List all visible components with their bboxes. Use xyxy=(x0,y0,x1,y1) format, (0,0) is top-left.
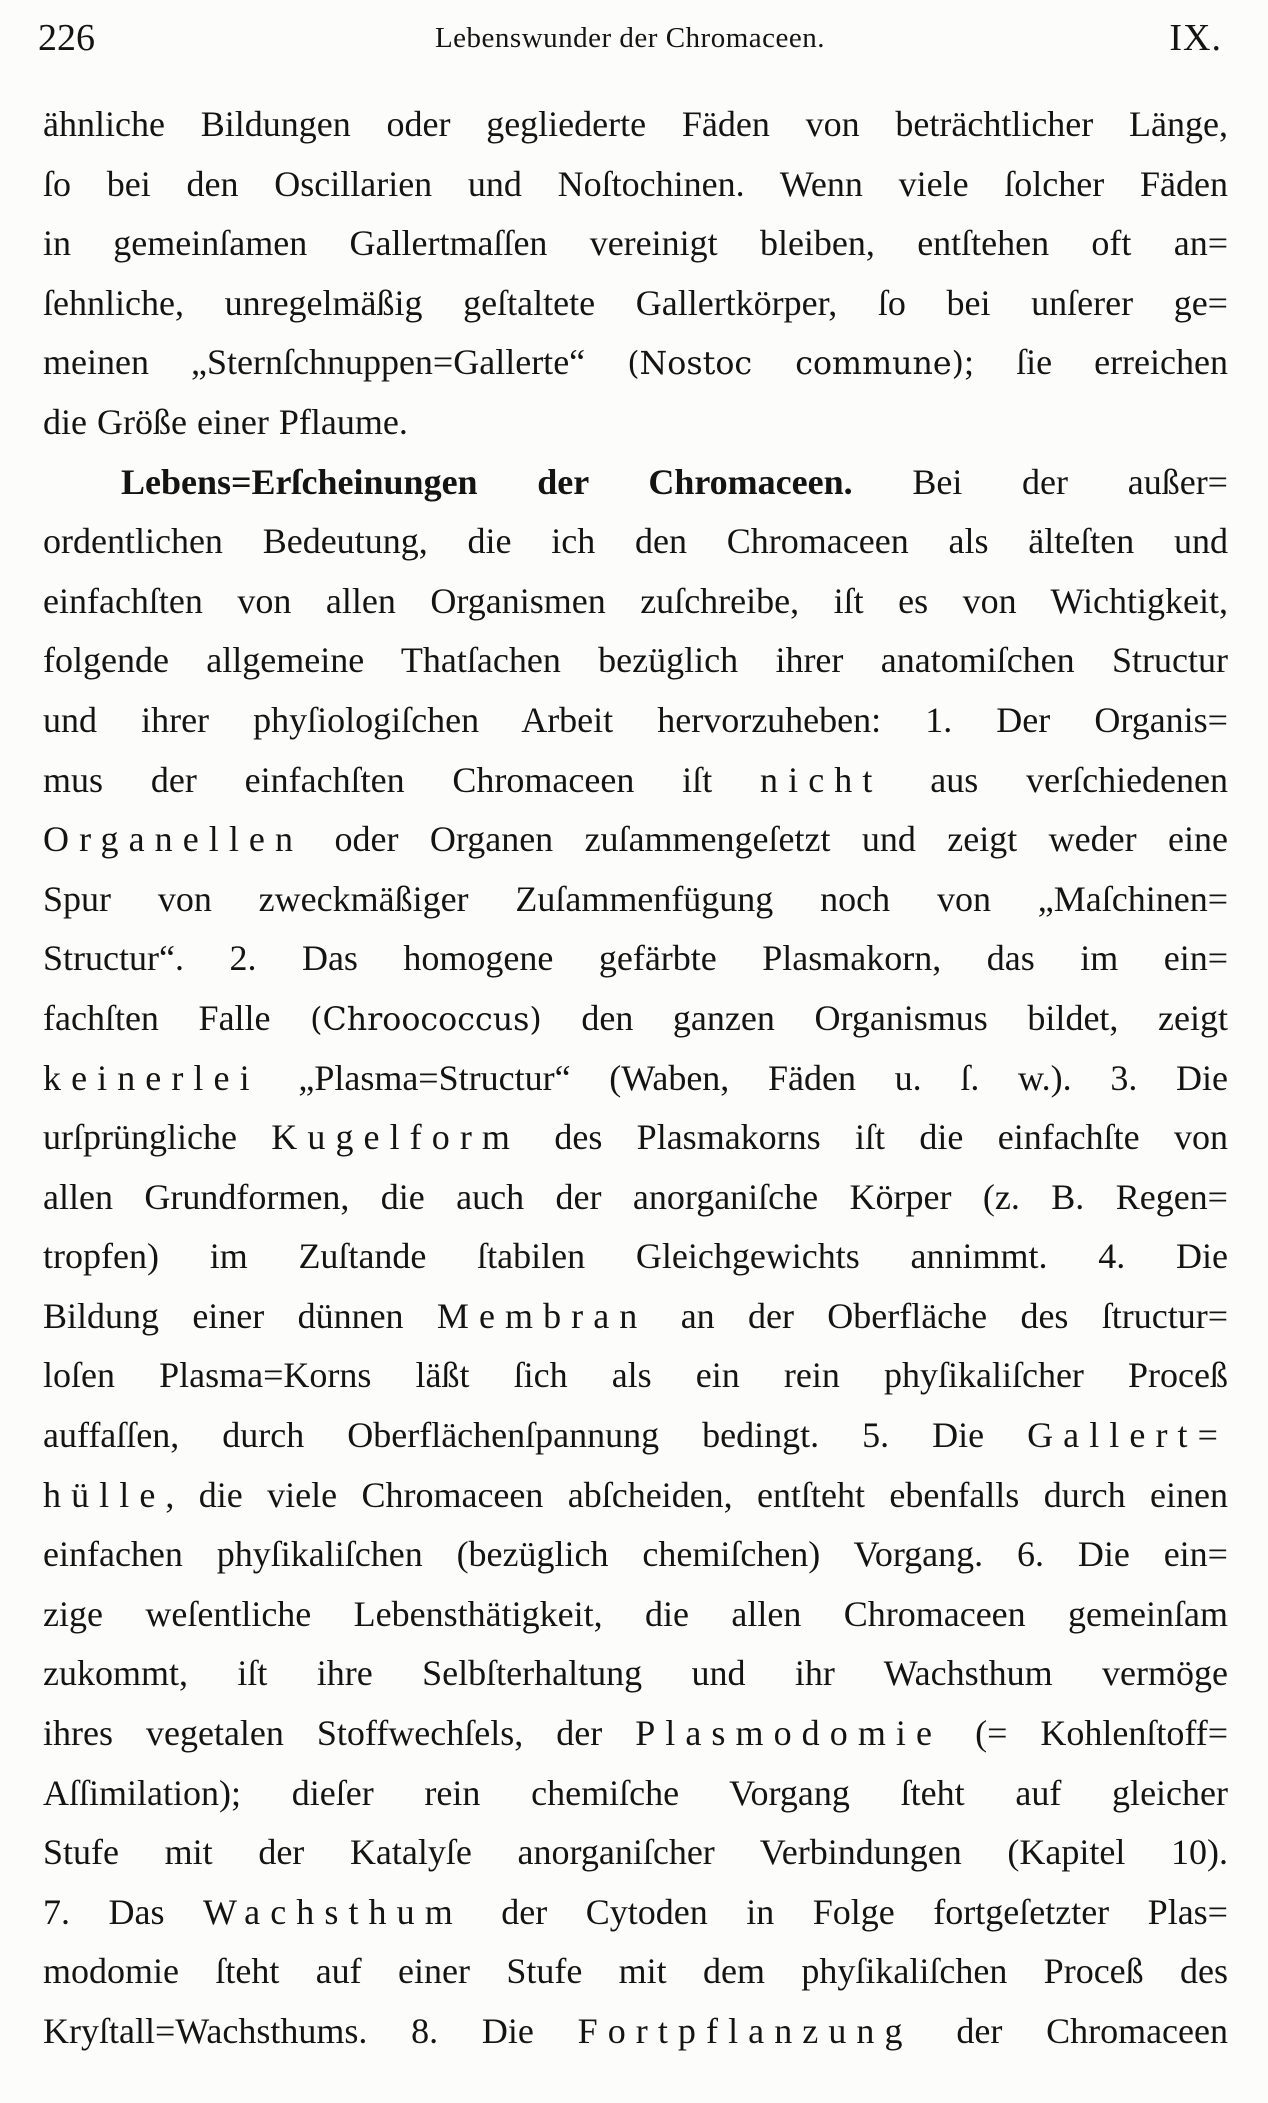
text-run: aus verſchiedenen xyxy=(882,759,1228,800)
spaced-emphasis: nicht xyxy=(760,759,883,800)
spaced-emphasis: Fortpflanzung xyxy=(577,2011,913,2051)
text-line xyxy=(43,572,1228,632)
text-line xyxy=(43,989,1228,1049)
text-line xyxy=(43,333,1228,393)
text-run: an der Oberfläche des ſtructur= xyxy=(647,1295,1228,1336)
text-run: „Plasma=Structur“ (Waben, Fäden u. ſ. w.). 3. Die xyxy=(259,1057,1228,1098)
body-text xyxy=(43,95,1228,2062)
text-run: ähnliche Bildungen oder gegliederte Fäden von beträchtlicher Länge, xyxy=(43,104,1228,144)
text-line xyxy=(43,1942,1228,2002)
text-run: ſo bei den Oscillarien und Noſtochinen. Wenn viele ſolcher Fäden xyxy=(43,163,1228,204)
text-run: der Chromaceen xyxy=(912,2011,1228,2051)
text-run: mus der einfachſten Chromaceen iſt xyxy=(43,759,761,800)
running-head xyxy=(38,12,1222,64)
text-run: fachſten Falle xyxy=(43,997,311,1038)
text-run: zukommt, iſt ihre Selbſterhaltung und ihr Wachsthum vermöge xyxy=(43,1653,1228,1694)
text-line xyxy=(43,810,1228,870)
text-line xyxy=(43,870,1228,930)
text-line xyxy=(43,214,1228,274)
text-line xyxy=(43,1585,1228,1645)
text-run: , die viele Chromaceen abſcheiden, entſteht ebenfalls durch einen xyxy=(165,1474,1228,1515)
text-line xyxy=(43,631,1228,691)
text-run: einfachſten von allen Organismen zuſchreibe, iſt es von Wichtigkeit, xyxy=(43,580,1228,621)
text-line xyxy=(43,1406,1228,1466)
text-run: ordentlichen Bedeutung, die ich den Chromaceen als älteſten und xyxy=(43,521,1228,562)
latin-name: (Chroococcus) xyxy=(310,1001,542,1038)
latin-name: (Nostoc commune) xyxy=(627,346,965,383)
text-run: modomie ſteht auf einer Stufe mit dem phyſikaliſchen Proceß des xyxy=(43,1951,1228,1992)
text-run: folgende allgemeine Thatſachen bezüglich ihrer anatomiſchen Structur xyxy=(43,640,1228,681)
text-line xyxy=(43,1525,1228,1585)
spaced-emphasis: hülle xyxy=(43,1474,166,1515)
text-run: den ganzen Organismus bildet, zeigt xyxy=(541,997,1228,1038)
text-line xyxy=(43,393,1228,453)
text-line xyxy=(43,1883,1228,1943)
spaced-emphasis: keinerlei xyxy=(43,1057,260,1098)
text-line xyxy=(43,1287,1228,1347)
paragraph xyxy=(43,453,1228,2062)
text-line xyxy=(43,1168,1228,1228)
text-run: in gemeinſamen Gallertmaſſen vereinigt bleiben, entſtehen oft an= xyxy=(43,223,1228,264)
chapter-number: IX. xyxy=(1169,17,1222,59)
spaced-emphasis: Plasmodomie xyxy=(635,1713,943,1754)
text-run: oder Organen zuſammengeſetzt und zeigt weder eine xyxy=(303,819,1228,860)
text-run: Bei der außer= xyxy=(852,461,1228,502)
text-run: ſehnliche, unregelmäßig geſtaltete Gallertkörper, ſo bei unſerer ge= xyxy=(43,282,1228,323)
section-heading: Lebens=Erſcheinungen der Chromaceen. xyxy=(121,461,853,502)
text-run: ; ſie erreichen xyxy=(964,342,1228,383)
text-line xyxy=(43,751,1228,811)
text-run: Stufe mit der Katalyſe anorganiſcher Verbindungen (Kapitel 10). xyxy=(43,1832,1228,1873)
text-run: Kryſtall=Wachsthums. 8. Die xyxy=(43,2011,578,2051)
text-run: einfachen phyſikaliſchen (bezüglich chemiſchen) Vorgang. 6. Die ein= xyxy=(43,1534,1228,1575)
text-line xyxy=(43,1764,1228,1824)
text-line xyxy=(43,1108,1228,1168)
text-run: des Plasmakorns iſt die einfachſte von xyxy=(519,1117,1228,1158)
text-line xyxy=(43,1823,1228,1883)
text-run: (= Kohlenſtoff= xyxy=(942,1713,1228,1754)
spaced-emphasis: Membran xyxy=(436,1295,648,1336)
spaced-emphasis: Kugelform xyxy=(271,1117,520,1158)
text-line xyxy=(43,1644,1228,1704)
text-run: loſen Plasma=Korns läßt ſich als ein rein phyſikaliſcher Proceß xyxy=(43,1355,1228,1396)
text-line xyxy=(43,1466,1228,1526)
text-run: zige weſentliche Lebensthätigkeit, die allen Chromaceen gemeinſam xyxy=(43,1593,1228,1634)
text-line xyxy=(43,274,1228,334)
text-run: urſprüngliche xyxy=(43,1117,272,1158)
spaced-emphasis: Gallert= xyxy=(1027,1415,1228,1456)
text-run: allen Grundformen, die auch der anorganiſche Körper (z. B. Regen= xyxy=(43,1176,1228,1217)
text-run: 7. Das xyxy=(43,1891,203,1932)
text-line xyxy=(43,1704,1228,1764)
text-line xyxy=(43,2002,1228,2062)
text-line xyxy=(43,155,1228,215)
text-run: Spur von zweckmäßiger Zuſammenfügung noch von „Maſchinen= xyxy=(43,878,1228,919)
text-run: tropfen) im Zuſtande ſtabilen Gleichgewichts annimmt. 4. Die xyxy=(43,1236,1228,1277)
text-run: der Cytoden in Folge fortgeſetzter Plas= xyxy=(462,1891,1228,1932)
text-line xyxy=(43,95,1228,155)
page-number: 226 xyxy=(38,17,95,59)
running-title: Lebenswunder der Chromaceen. xyxy=(434,22,826,54)
text-line xyxy=(43,691,1228,751)
text-run: Structur“. 2. Das homogene gefärbte Plasmakorn, das im ein= xyxy=(43,938,1228,979)
text-run: die Größe einer Pflaume. xyxy=(43,401,408,442)
paragraph xyxy=(43,95,1228,453)
text-run: Aſſimilation); dieſer rein chemiſche Vorgang ſteht auf gleicher xyxy=(43,1772,1228,1813)
text-run: Bildung einer dünnen xyxy=(43,1295,437,1336)
spaced-emphasis: Organellen xyxy=(43,819,304,860)
spaced-emphasis: Wachsthum xyxy=(203,1891,463,1932)
text-run: und ihrer phyſiologiſchen Arbeit hervorzuheben: 1. Der Organis= xyxy=(43,699,1228,740)
text-run: ihres vegetalen Stoffwechſels, der xyxy=(43,1713,636,1754)
text-line xyxy=(43,453,1228,513)
text-line xyxy=(43,929,1228,989)
text-run: auffaſſen, durch Oberflächenſpannung bedingt. 5. Die xyxy=(43,1415,1028,1456)
text-run: meinen „Sternſchnuppen=Gallerte“ xyxy=(43,342,628,383)
text-line xyxy=(43,1227,1228,1287)
text-line xyxy=(43,1049,1228,1109)
text-line xyxy=(43,512,1228,572)
text-line xyxy=(43,1346,1228,1406)
